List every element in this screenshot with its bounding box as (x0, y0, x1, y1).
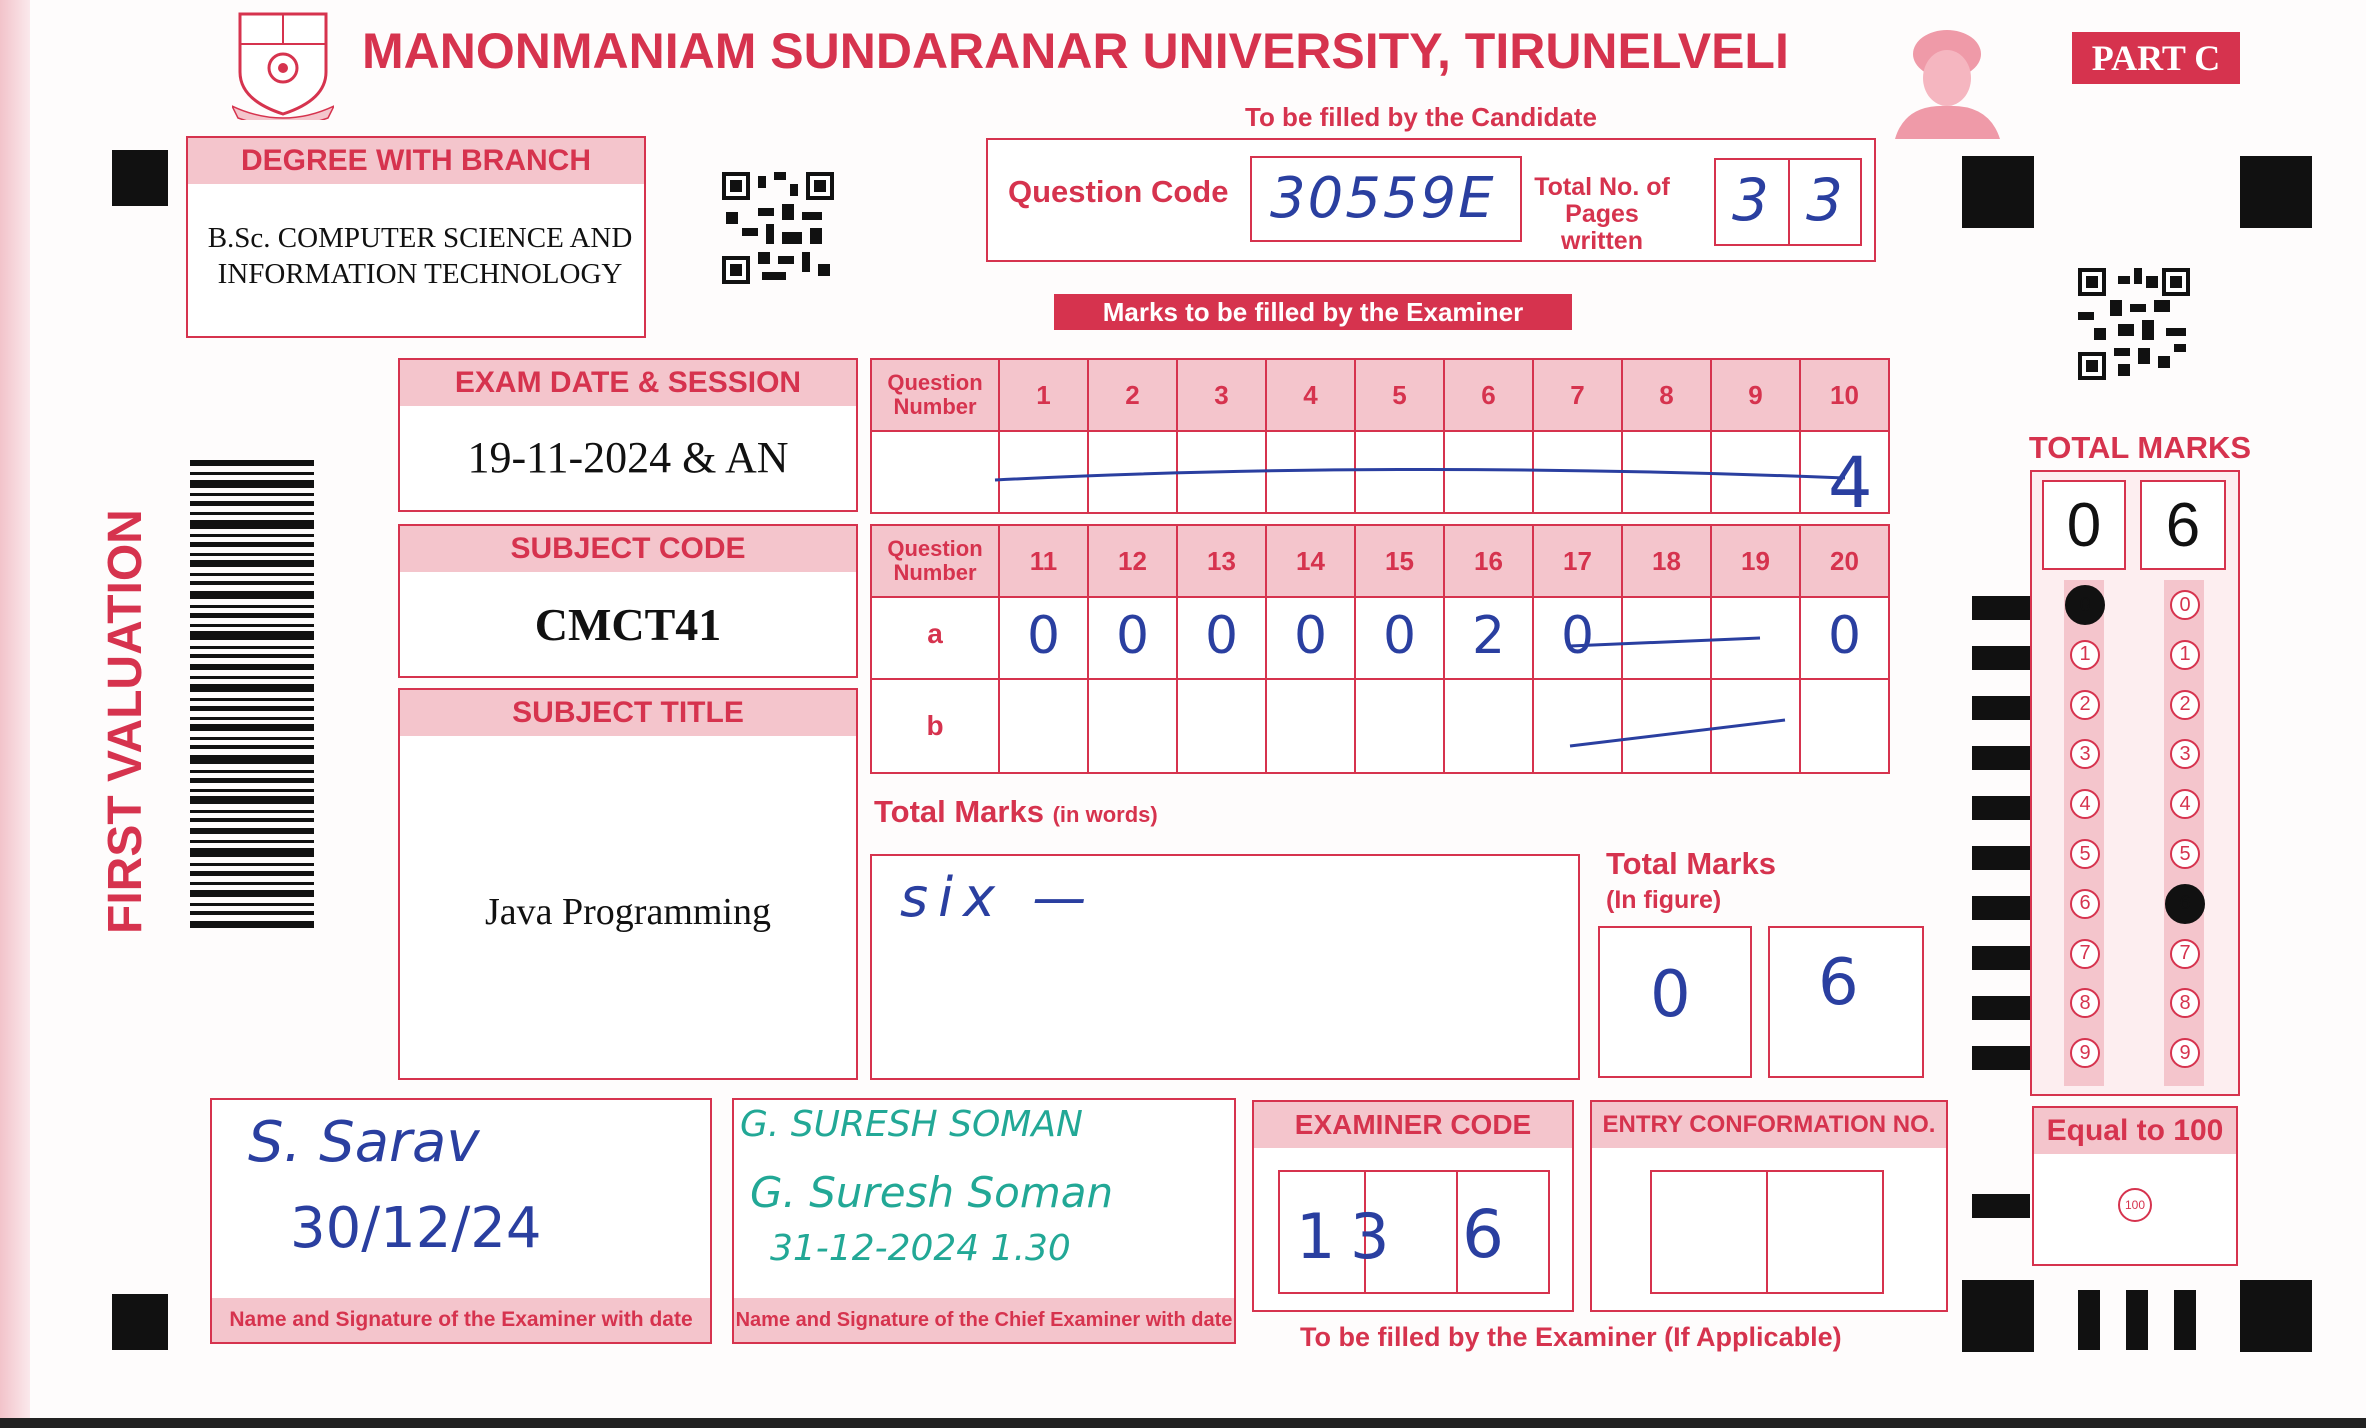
examiner-code-label: EXAMINER CODE (1254, 1102, 1572, 1148)
exam-date-label: EXAM DATE & SESSION (400, 360, 856, 406)
timing-mark (1972, 746, 2030, 770)
grid2-qnum: 11 (1000, 526, 1087, 596)
omr-bubble[interactable]: 3 (2170, 739, 2200, 769)
grid1-qnum: 8 (1623, 360, 1710, 430)
grid1-qnum: 3 (1178, 360, 1265, 430)
equal-100-bubble[interactable]: 100 (2118, 1188, 2152, 1222)
row-a-mark[interactable]: 0 (1026, 606, 1061, 666)
omr-digit-2: 6 (2165, 490, 2201, 560)
pages-written-label (1528, 174, 1676, 255)
part-badge: PART C (2072, 32, 2240, 84)
registration-mark (1962, 1280, 2034, 1352)
row-b-mark[interactable] (1267, 680, 1354, 772)
examiner-banner: Marks to be filled by the Examiner (1054, 294, 1572, 330)
omr-bubble[interactable]: 9 (2070, 1038, 2100, 1068)
total-words-label (874, 794, 1158, 830)
omr-digit-1: 0 (2066, 490, 2102, 560)
pages-digit-1: 3 (1732, 166, 1769, 234)
omr-bubble[interactable]: 8 (2170, 988, 2200, 1018)
row-b-mark[interactable] (1801, 680, 1888, 772)
grid2-qnum: 20 (1801, 526, 1888, 596)
registration-bar (2126, 1290, 2148, 1350)
row-a-label: a (927, 618, 943, 649)
subject-code-label: SUBJECT CODE (400, 526, 856, 572)
omr-bubble[interactable]: 0 (2170, 590, 2200, 620)
grid2-qnum: 13 (1178, 526, 1265, 596)
timing-mark (1972, 946, 2030, 970)
subject-title-value: Java Programming (484, 891, 771, 933)
degree-value (160, 220, 680, 292)
omr-total-label: TOTAL MARKS (2028, 430, 2252, 465)
chief-signature-line3: 31-12-2024 1.30 (770, 1228, 1071, 1269)
omr-bubble[interactable]: 0 (2065, 585, 2105, 625)
omr-bubble[interactable]: 7 (2070, 939, 2100, 969)
degree-value-line1: B.Sc. COMPUTER SCIENCE AND (207, 222, 633, 254)
timing-mark (1972, 796, 2030, 820)
omr-bubble[interactable]: 7 (2170, 939, 2200, 969)
omr-bubble[interactable]: 6 (2165, 884, 2205, 924)
degree-label: DEGREE WITH BRANCH (188, 138, 644, 184)
footer-note: To be filled by the Examiner (If Applicable) (1300, 1322, 1842, 1352)
subject-title-label: SUBJECT TITLE (400, 690, 856, 736)
grid2-qnum: 19 (1712, 526, 1799, 596)
row-a-mark[interactable]: 0 (1293, 606, 1328, 666)
grid1-header: Question Number (872, 360, 998, 430)
omr-bubble[interactable]: 9 (2170, 1038, 2200, 1068)
omr-bubble[interactable]: 5 (2170, 839, 2200, 869)
row-a-mark[interactable]: 2 (1471, 606, 1506, 666)
total-figure-label: Total Marks (1606, 846, 1776, 881)
omr-bubble[interactable]: 1 (2170, 640, 2200, 670)
examiner-code-digit-3: 6 (1462, 1196, 1504, 1273)
total-words-value: six — (900, 866, 1097, 929)
grid1-qnum: 5 (1356, 360, 1443, 430)
grid2-qnum: 12 (1089, 526, 1176, 596)
grid2-qnum: 15 (1356, 526, 1443, 596)
registration-bar (2174, 1290, 2196, 1350)
barcode (190, 460, 314, 928)
divider (1456, 1172, 1458, 1292)
grid1-qnum: 10 (1801, 360, 1888, 430)
registration-bar (2078, 1290, 2100, 1350)
omr-bubble[interactable]: 4 (2070, 789, 2100, 819)
omr-bubble[interactable]: 4 (2170, 789, 2200, 819)
entry-conformation-label: ENTRY CONFORMATION NO. (1592, 1102, 1946, 1148)
omr-bubble[interactable]: 2 (2170, 690, 2200, 720)
row-b-mark[interactable] (1089, 680, 1176, 772)
grid1-qnum: 6 (1445, 360, 1532, 430)
grid2-qnum: 18 (1623, 526, 1710, 596)
left-margin-strip (0, 0, 30, 1428)
total-figure-digit-2: 6 (1818, 946, 1859, 1020)
row-b-mark[interactable] (1445, 680, 1532, 772)
timing-mark (1972, 596, 2030, 620)
omr-bubble[interactable]: 5 (2070, 839, 2100, 869)
row-a-mark[interactable]: 0 (1382, 606, 1417, 666)
timing-mark (1972, 846, 2030, 870)
subject-code-value: CMCT41 (534, 599, 722, 650)
bottom-edge (0, 1418, 2366, 1428)
registration-mark (1962, 156, 2034, 228)
total-figure-digit-1: 0 (1650, 958, 1691, 1032)
strike-line-row1 (990, 450, 1850, 490)
timing-mark (1972, 1046, 2030, 1070)
timing-mark (1972, 996, 2030, 1020)
qr-code (722, 172, 834, 284)
divider (1788, 160, 1790, 244)
question-code-value: 30559E (1270, 166, 1496, 231)
row-b-label: b (926, 710, 944, 741)
question-code-label: Question Code (1008, 174, 1229, 209)
total-words-label-text: Total Marks (874, 794, 1044, 829)
registration-mark (2240, 156, 2312, 228)
pages-written-label-line1: Total No. of (1534, 173, 1670, 201)
exam-date-value: 19-11-2024 & AN (467, 433, 789, 482)
university-logo (232, 10, 334, 120)
grid2-qnum: 16 (1445, 526, 1532, 596)
row-a-mark[interactable]: 0 (1560, 606, 1595, 666)
grid2-qnum: 14 (1267, 526, 1354, 596)
grid-line (872, 596, 1888, 598)
examiner-signature-date: 30/12/24 (290, 1196, 542, 1261)
omr-bubble[interactable]: 6 (2070, 889, 2100, 919)
row-a-mark[interactable]: 0 (1115, 606, 1150, 666)
founder-portrait (1885, 14, 2010, 139)
candidate-note: To be filled by the Candidate (1245, 102, 1597, 132)
grid1-qnum: 4 (1267, 360, 1354, 430)
omr-bubble[interactable]: 8 (2070, 988, 2100, 1018)
qr-code (2078, 268, 2190, 380)
registration-mark (2240, 1280, 2312, 1352)
grid2-header: Question Number (872, 526, 998, 596)
row-a-mark[interactable]: 0 (1204, 606, 1239, 666)
equal-100-label: Equal to 100 (2034, 1108, 2236, 1154)
examiner-signature-name: S. Sarav (248, 1110, 480, 1175)
grid1-qnum: 2 (1089, 360, 1176, 430)
pages-written-label-line2: Pages written (1561, 200, 1643, 255)
examiner-code-digit-2: 3 (1350, 1200, 1390, 1273)
row-a-mark[interactable]: 0 (1827, 606, 1862, 666)
grid2-qnum: 17 (1534, 526, 1621, 596)
subject-title-box (398, 688, 858, 1080)
examiner-code-digit-1: 1 (1296, 1200, 1336, 1273)
timing-mark (1972, 896, 2030, 920)
strike-lines-row2 (1560, 620, 1800, 760)
timing-mark (1972, 696, 2030, 720)
chief-signature-caption: Name and Signature of the Chief Examiner with date (734, 1298, 1234, 1342)
divider (1766, 1172, 1768, 1292)
grid1-qnum: 1 (1000, 360, 1087, 430)
degree-value-line2: INFORMATION TECHNOLOGY (217, 258, 623, 290)
row-b-mark[interactable] (1000, 680, 1087, 772)
registration-mark (112, 150, 168, 206)
registration-mark (112, 1294, 168, 1350)
row-b-mark[interactable] (1356, 680, 1443, 772)
omr-bubble[interactable]: 3 (2070, 739, 2100, 769)
timing-mark (1972, 646, 2030, 670)
total-figure-sub: (In figure) (1606, 886, 1722, 914)
university-title: MANONMANIAM SUNDARANAR UNIVERSITY, TIRUNELVELI (362, 23, 1789, 79)
omr-bubble[interactable]: 1 (2070, 640, 2100, 670)
omr-bubble[interactable]: 2 (2070, 690, 2100, 720)
q10-mark: 4 (1828, 442, 1873, 524)
chief-signature-line2: G. Suresh Soman (750, 1168, 1114, 1217)
timing-mark (1972, 1194, 2030, 1218)
row-b-mark[interactable] (1178, 680, 1265, 772)
grid1-qnum: 9 (1712, 360, 1799, 430)
total-words-sub: (in words) (1052, 802, 1158, 827)
first-valuation-label: FIRST VALUATION (99, 509, 152, 934)
pages-digit-2: 3 (1806, 166, 1843, 234)
chief-signature-line1: G. SURESH SOMAN (740, 1104, 1083, 1145)
examiner-signature-caption: Name and Signature of the Examiner with date (212, 1298, 710, 1342)
grid1-qnum: 7 (1534, 360, 1621, 430)
